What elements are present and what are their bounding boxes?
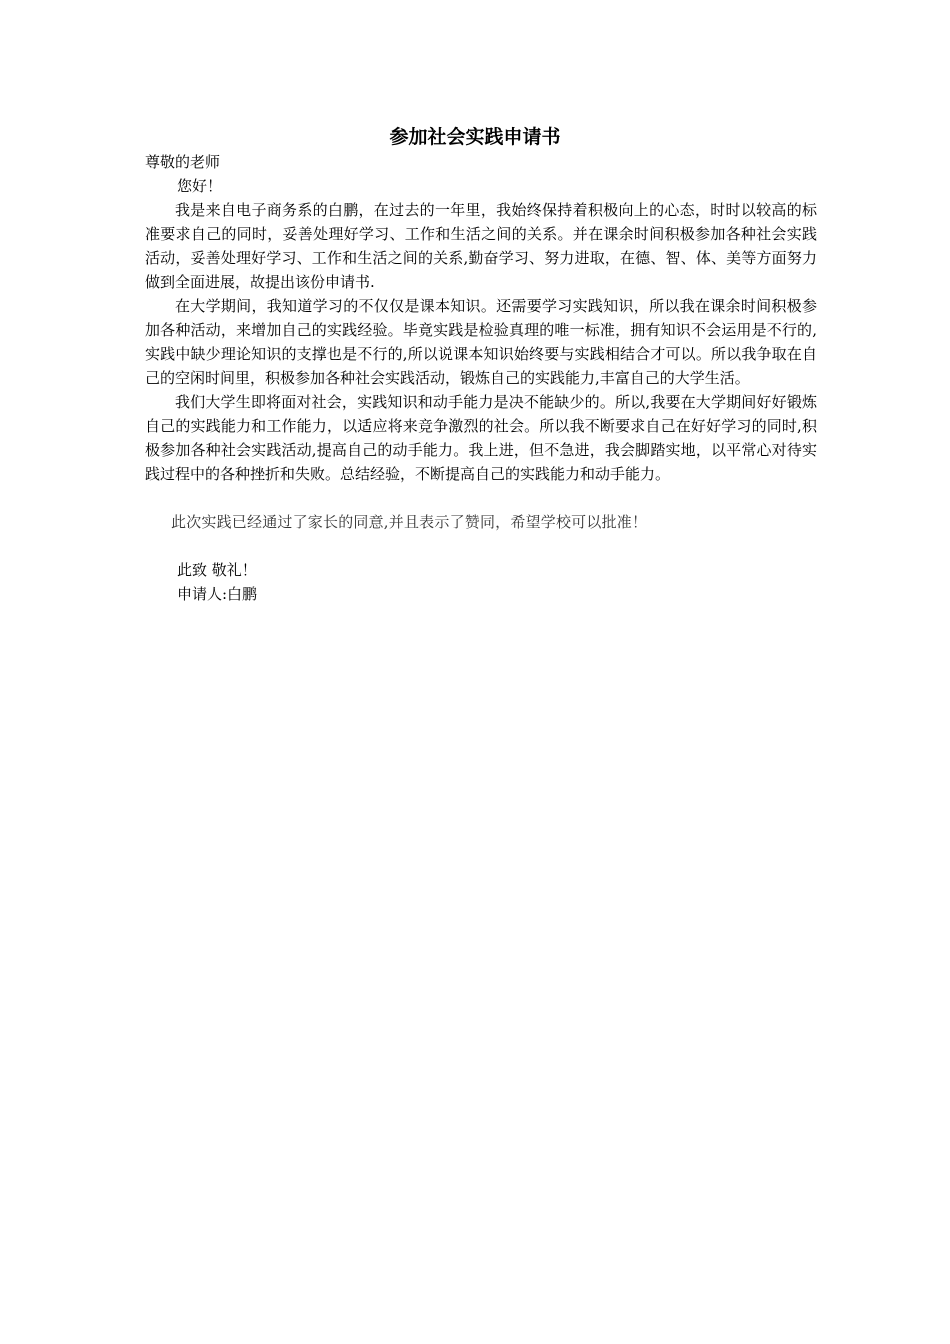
paragraph-1: 我是来自电子商务系的白鹏，在过去的一年里，我始终保持着积极向上的心态，时时以较高的标准要求自己的同时，妥善处理好学习、工作和生活之间的关系。并在课余时间积极参加各种社会实践活动，妥善处理好学习、工作和生活之间的关系,勤奋学习、努力进取，在德、智、体、美等方面努力做到全面进展，故提出该份申请书. [145, 201, 817, 291]
approval-note: 此次实践已经通过了家长的同意,并且表示了赞同，希望学校可以批准！ [171, 513, 648, 531]
closing: 此致 敬礼！ [177, 561, 257, 579]
page-title: 参加社会实践申请书 [389, 126, 561, 148]
letter-body [145, 150, 817, 606]
spacer [145, 486, 817, 510]
paragraph-2: 在大学期间，我知道学习的不仅仅是课本知识。还需要学习实践知识，所以我在课余时间积极参加各种活动，来增加自己的实践经验。毕竟实践是检验真理的唯一标准，拥有知识不会运用是不行的,实践中缺少理论知识的支撑也是不行的,所以说课本知识始终要与实践相结合才可以。所以我争取在自己的空闲时间里，积极参加各种社会实践活动，锻炼自己的实践能力,丰富自己的大学生活。 [145, 297, 817, 387]
paragraph-3: 我们大学生即将面对社会，实践知识和动手能力是决不能缺少的。所以,我要在大学期间好好锻炼自己的实践能力和工作能力，以适应将来竞争激烈的社会。所以我不断要求自己在好好学习的同时,积极参加各种社会实践活动,提高自己的动手能力。我上进，但不急进，我会脚踏实地，以平常心对待实践过程中的各种挫折和失败。总结经验，不断提高自己的实践能力和动手能力。 [145, 393, 817, 483]
signer: 申请人:白鹏 [177, 585, 258, 603]
spacer [145, 534, 817, 558]
salutation: 尊敬的老师 [145, 153, 221, 171]
greeting: 您好！ [177, 177, 223, 195]
